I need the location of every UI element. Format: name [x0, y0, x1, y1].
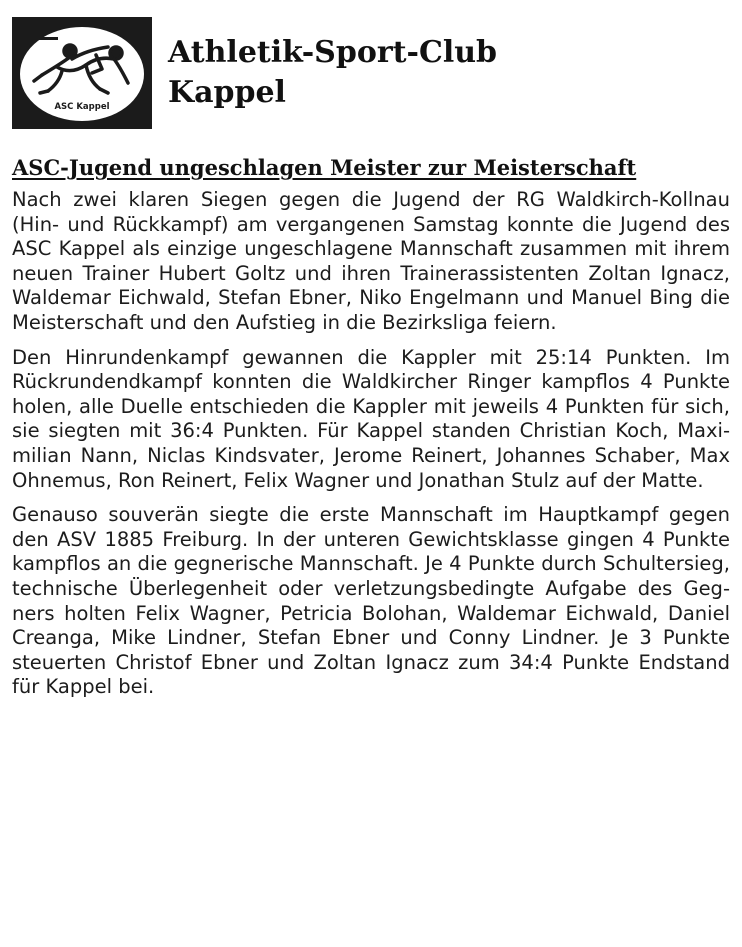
newspaper-clipping	[12, 14, 730, 710]
wrestlers-emblem-icon	[12, 17, 152, 129]
logo-bar	[36, 37, 58, 40]
article-paragraph-1: Nach zwei klaren Siegen gegen die Jugend der RG Waldkirch-Kollnau (Hin- und Rückkampf) am vergangenen Samstag konnte die Jugend des ASC Kappel als einzige ungeschlagene Mannschaft zusammen mit ihrem neuen Trainer Hubert Goltz und ihren Trainerassistenten Zoltan Ignacz, Waldemar Eichwald, Stefan Ebner, Niko Engelmann und Manuel Bing die Meisterschaft und den Aufstieg in die Bezirksliga feiern.	[12, 188, 730, 334]
club-name-line-1: Athletik-Sport-Club	[168, 35, 498, 70]
club-masthead	[12, 14, 730, 132]
club-name	[168, 33, 497, 113]
article-paragraph-2: Den Hinrundenkampf gewannen die Kappler mit 25:14 Punkten. Im Rückrundendkampf konnten die Waldkircher Ringer kampflos 4 Punkte holen, alle Duelle entschieden die Kappler mit jeweils 4 Punkten für sich, sie siegten mit 36:4 Punkten. Für Kappel standen Christian Koch, Maximilian Nann, Niclas Kindsvater, Jerome Reinert, Johannes Schaber, Max Ohnemus, Ron Reinert, Felix Wagner und Jonathan Stulz auf der Matte.	[12, 345, 730, 492]
club-name-line-2: Kappel	[168, 75, 286, 110]
club-logo	[12, 17, 152, 129]
article-body	[12, 188, 730, 700]
logo-caption: ASC Kappel	[54, 102, 110, 112]
article-paragraph-3: Genauso souverän siegte die erste Mannschaft im Hauptkampf gegen den ASV 1885 Freiburg. In der unteren Gewichtsklasse gingen 4 Punkte kampflos an die gegnerische Mannschaft. Je 4 Punkte durch Schultersieg, technische Überlegenheit oder verletzungsbedingte Aufgabe des Gegners holten Felix Wagner, Petricia Bolohan, Waldemar Eichwald, Daniel Creanga, Mike Lindner, Stefan Ebner und Conny Lindner. Je 3 Punkte steuerten Christof Ebner und Zoltan Ignacz zum 34:4 Punkte Endstand für Kappel bei.	[12, 503, 730, 699]
article-headline: ASC-Jugend ungeschlagen Meister zur Meisterschaft	[12, 155, 637, 180]
